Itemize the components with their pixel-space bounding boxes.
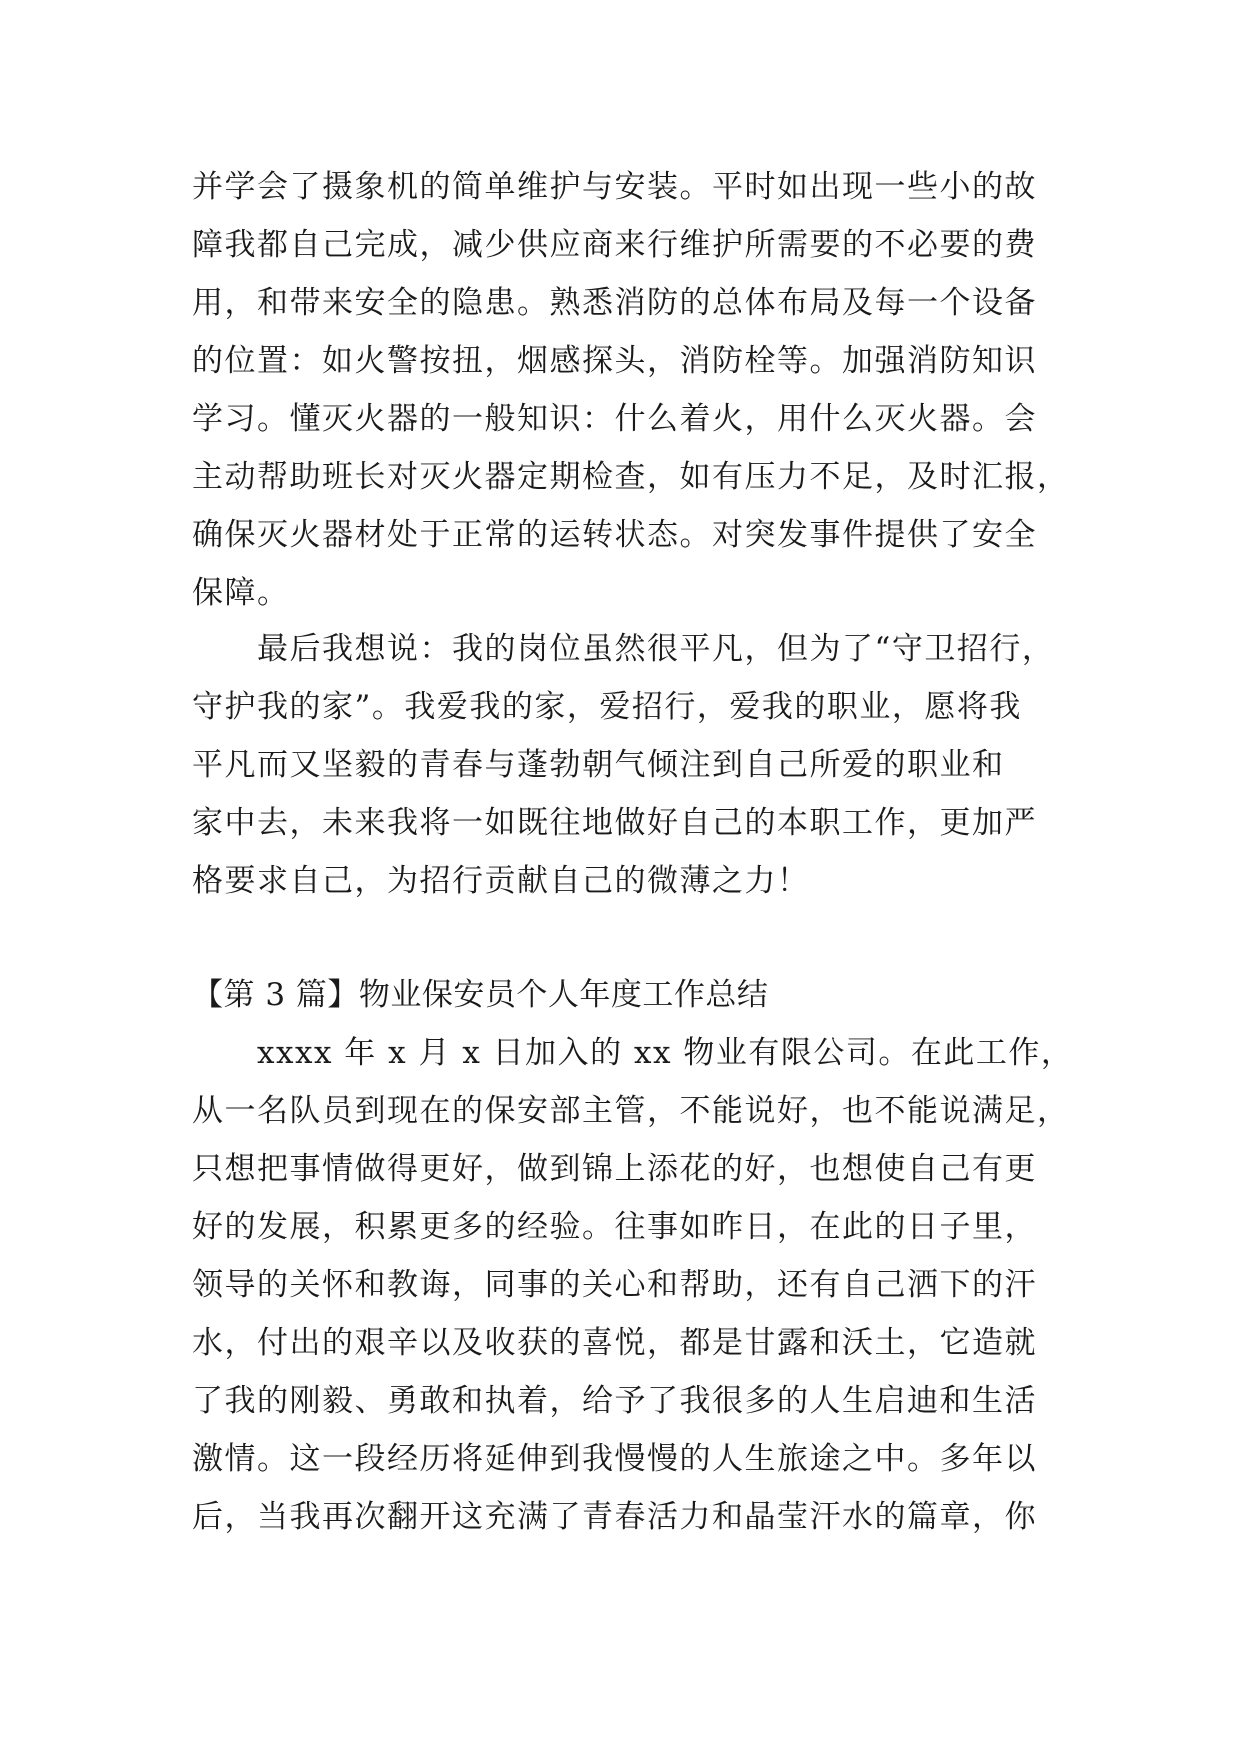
text-line: 用，和带来安全的隐患。熟悉消防的总体布局及每一个设备 <box>192 285 1037 321</box>
text-line: 领导的关怀和教诲，同事的关心和帮助，还有自己洒下的汗 <box>192 1267 1037 1303</box>
continuation-paragraph <box>192 158 1070 622</box>
text-line: 主动帮助班长对灭火器定期检查，如有压力不足，及时汇报， <box>192 459 1070 495</box>
text-line: 激情。这一段经历将延伸到我慢慢的人生旅途之中。多年以 <box>192 1441 1037 1477</box>
text-line: 学习。懂灭火器的一般知识：什么着火，用什么灭火器。会 <box>192 401 1037 437</box>
text-line: 保障。 <box>192 575 290 611</box>
section-3 <box>192 966 1074 1546</box>
text-line: 只想把事情做得更好，做到锦上添花的好，也想使自己有更 <box>192 1151 1037 1187</box>
text-line: 障我都自己完成，减少供应商来行维护所需要的不必要的费 <box>192 227 1037 263</box>
section-heading: 【第 3 篇】物业保安员个人年度工作总结 <box>192 977 769 1013</box>
text-line: 并学会了摄象机的简单维护与安装。平时如出现一些小的故 <box>192 169 1037 205</box>
text-line: 了我的刚毅、勇敢和执着，给予了我很多的人生启迪和生活 <box>192 1383 1037 1419</box>
text-line: 平凡而又坚毅的青春与蓬勃朝气倾注到自己所爱的职业和 <box>192 747 1005 783</box>
text-line: 确保灭火器材处于正常的运转状态。对突发事件提供了安全 <box>192 517 1037 553</box>
text-line: 的位置：如火警按扭，烟感探头，消防栓等。加强消防知识 <box>192 343 1037 379</box>
text-line: 格要求自己，为招行贡献自己的微薄之力！ <box>192 863 810 899</box>
text-line: 家中去，未来我将一如既往地做好自己的本职工作，更加严 <box>192 805 1037 841</box>
text-line: 守护我的家”。我爱我的家，爱招行，爱我的职业，愿将我 <box>192 689 1022 725</box>
text-line: 最后我想说：我的岗位虽然很平凡，但为了“守卫招行， <box>192 631 1055 667</box>
closing-paragraph <box>192 620 1055 910</box>
text-line: xxxx 年 x 月 x 日加入的 xx 物业有限公司。在此工作， <box>192 1035 1074 1071</box>
text-line: 从一名队员到现在的保安部主管，不能说好，也不能说满足， <box>192 1093 1070 1129</box>
text-line: 好的发展，积累更多的经验。往事如昨日，在此的日子里， <box>192 1209 1037 1245</box>
text-line: 水，付出的艰辛以及收获的喜悦，都是甘露和沃土，它造就 <box>192 1325 1037 1361</box>
text-line: 后，当我再次翻开这充满了青春活力和晶莹汗水的篇章，你 <box>192 1499 1037 1535</box>
